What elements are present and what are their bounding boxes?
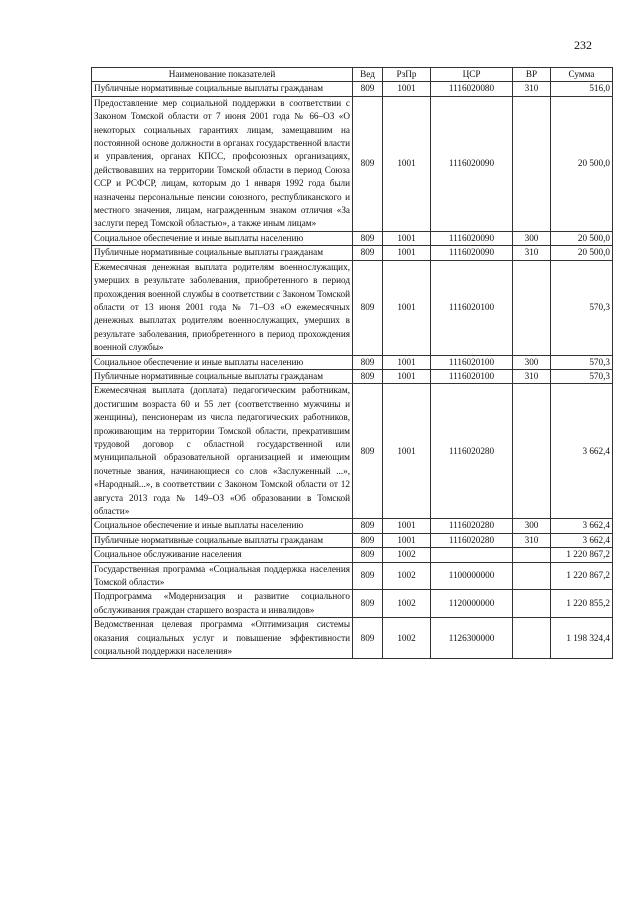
row-sum: 1 220 867,2	[551, 548, 613, 562]
row-name: Социальное обеспечение и иные выплаты населению	[92, 519, 353, 533]
row-csr: 1116020280	[431, 519, 513, 533]
budget-table	[91, 67, 613, 659]
row-vr	[513, 618, 551, 659]
row-sum: 570,3	[551, 355, 613, 369]
row-name: Государственная программа «Социальная поддержка населения Томской области»	[92, 562, 353, 590]
row-vr	[513, 548, 551, 562]
row-name: Социальное обеспечение и иные выплаты населению	[92, 355, 353, 369]
row-rzpr: 1002	[383, 590, 431, 618]
row-vr: 300	[513, 519, 551, 533]
row-rzpr: 1001	[383, 96, 431, 231]
table-row	[92, 260, 613, 355]
table-row	[92, 246, 613, 260]
row-ved: 809	[353, 231, 383, 245]
row-vr	[513, 590, 551, 618]
row-ved: 809	[353, 533, 383, 547]
row-ved: 809	[353, 369, 383, 383]
row-vr: 310	[513, 82, 551, 96]
table-row	[92, 369, 613, 383]
row-rzpr: 1002	[383, 618, 431, 659]
row-csr	[431, 548, 513, 562]
row-rzpr: 1001	[383, 519, 431, 533]
table-row	[92, 384, 613, 519]
row-ved: 809	[353, 82, 383, 96]
row-csr: 1116020280	[431, 384, 513, 519]
row-name: Социальное обеспечение и иные выплаты населению	[92, 231, 353, 245]
row-ved: 809	[353, 355, 383, 369]
header-name: Наименование показателей	[92, 68, 353, 82]
header-csr: ЦСР	[431, 68, 513, 82]
row-csr: 1116020280	[431, 533, 513, 547]
table-row	[92, 548, 613, 562]
table-row	[92, 96, 613, 231]
table-row	[92, 590, 613, 618]
row-rzpr: 1002	[383, 562, 431, 590]
row-rzpr: 1001	[383, 355, 431, 369]
row-sum: 570,3	[551, 369, 613, 383]
table-row	[92, 355, 613, 369]
row-rzpr: 1001	[383, 246, 431, 260]
row-sum: 1 220 867,2	[551, 562, 613, 590]
header-sum: Сумма	[551, 68, 613, 82]
row-rzpr: 1001	[383, 231, 431, 245]
row-name: Ведомственная целевая программа «Оптимизация системы оказания социальных услуг и повышение эффективности социальной поддержки населения»	[92, 618, 353, 659]
row-csr: 1116020090	[431, 246, 513, 260]
table-row	[92, 618, 613, 659]
row-vr	[513, 384, 551, 519]
row-ved: 809	[353, 548, 383, 562]
row-name: Публичные нормативные социальные выплаты гражданам	[92, 246, 353, 260]
table-row	[92, 231, 613, 245]
row-name: Публичные нормативные социальные выплаты гражданам	[92, 369, 353, 383]
row-rzpr: 1002	[383, 548, 431, 562]
page-number: 232	[574, 38, 592, 52]
row-name: Публичные нормативные социальные выплаты гражданам	[92, 82, 353, 96]
table-row	[92, 562, 613, 590]
row-csr: 1116020090	[431, 96, 513, 231]
row-sum: 3 662,4	[551, 519, 613, 533]
row-csr: 1100000000	[431, 562, 513, 590]
row-vr: 310	[513, 369, 551, 383]
row-sum: 3 662,4	[551, 384, 613, 519]
table-row	[92, 519, 613, 533]
row-vr: 300	[513, 355, 551, 369]
row-ved: 809	[353, 590, 383, 618]
table-header-row	[92, 68, 613, 82]
header-ved: Вед	[353, 68, 383, 82]
row-sum: 516,0	[551, 82, 613, 96]
row-csr: 1126300000	[431, 618, 513, 659]
row-name: Подпрограмма «Модернизация и развитие социального обслуживания граждан старшего возраста и инвалидов»	[92, 590, 353, 618]
row-csr: 1120000000	[431, 590, 513, 618]
row-csr: 1116020090	[431, 231, 513, 245]
row-vr	[513, 562, 551, 590]
row-ved: 809	[353, 260, 383, 355]
row-sum: 570,3	[551, 260, 613, 355]
row-rzpr: 1001	[383, 260, 431, 355]
row-name: Ежемесячная выплата (доплата) педагогическим работникам, достигшим возраста 60 и 55 лет (соответственно мужчины и женщины), пенсионерам из числа педагогических работников, проживающим на территории Томской области, прекратившим трудовой договор с областной государственной или муниципальной образовательной организацией и имеющим почетные звания, начинающиеся со слов «Заслуженный ...», «Народный...», в соответствии с Законом Томской области от 12 августа 2013 года № 149–ОЗ «Об образовании в Томской области»	[92, 384, 353, 519]
row-rzpr: 1001	[383, 533, 431, 547]
row-csr: 1116020100	[431, 369, 513, 383]
row-ved: 809	[353, 519, 383, 533]
row-csr: 1116020080	[431, 82, 513, 96]
row-vr: 300	[513, 231, 551, 245]
table-row	[92, 82, 613, 96]
row-ved: 809	[353, 618, 383, 659]
row-ved: 809	[353, 246, 383, 260]
row-ved: 809	[353, 384, 383, 519]
row-csr: 1116020100	[431, 355, 513, 369]
header-vr: ВР	[513, 68, 551, 82]
row-rzpr: 1001	[383, 384, 431, 519]
row-sum: 20 500,0	[551, 231, 613, 245]
row-vr	[513, 260, 551, 355]
row-name: Публичные нормативные социальные выплаты гражданам	[92, 533, 353, 547]
row-ved: 809	[353, 96, 383, 231]
row-rzpr: 1001	[383, 82, 431, 96]
row-name: Ежемесячная денежная выплата родителям военнослужащих, умерших в результате заболевания, приобретенного в период прохождения военной службы в соответствии с Законом Томской области от 13 июня 2001 года № 71–ОЗ «О ежемесячных денежных выплатах родителям военнослужащих, умерших в результате заболевания, приобретенного в период прохождения военной службы»	[92, 260, 353, 355]
row-vr: 310	[513, 246, 551, 260]
row-sum: 20 500,0	[551, 96, 613, 231]
row-csr: 1116020100	[431, 260, 513, 355]
row-ved: 809	[353, 562, 383, 590]
row-vr	[513, 96, 551, 231]
table-row	[92, 533, 613, 547]
row-sum: 3 662,4	[551, 533, 613, 547]
row-name: Предоставление мер социальной поддержки в соответствии с Законом Томской области от 7 июня 2001 года № 66–ОЗ «О некоторых социальных гарантиях лицам, замещавшим на постоянной основе должности в органах государственной власти и управления, органах КПСС, профсоюзных организациях, действовавших на территории Томской области в период Союза ССР и РСФСР, лицам, которым до 1 января 1992 года были назначены персональные пенсии союзного, республиканского и местного значения, лицам, награжденным знаком отличия «За заслуги перед Томской областью», а также иным лицам»	[92, 96, 353, 231]
row-rzpr: 1001	[383, 369, 431, 383]
row-vr: 310	[513, 533, 551, 547]
row-sum: 1 220 855,2	[551, 590, 613, 618]
row-sum: 1 198 324,4	[551, 618, 613, 659]
row-name: Социальное обслуживание населения	[92, 548, 353, 562]
header-rzpr: РзПр	[383, 68, 431, 82]
row-sum: 20 500,0	[551, 246, 613, 260]
